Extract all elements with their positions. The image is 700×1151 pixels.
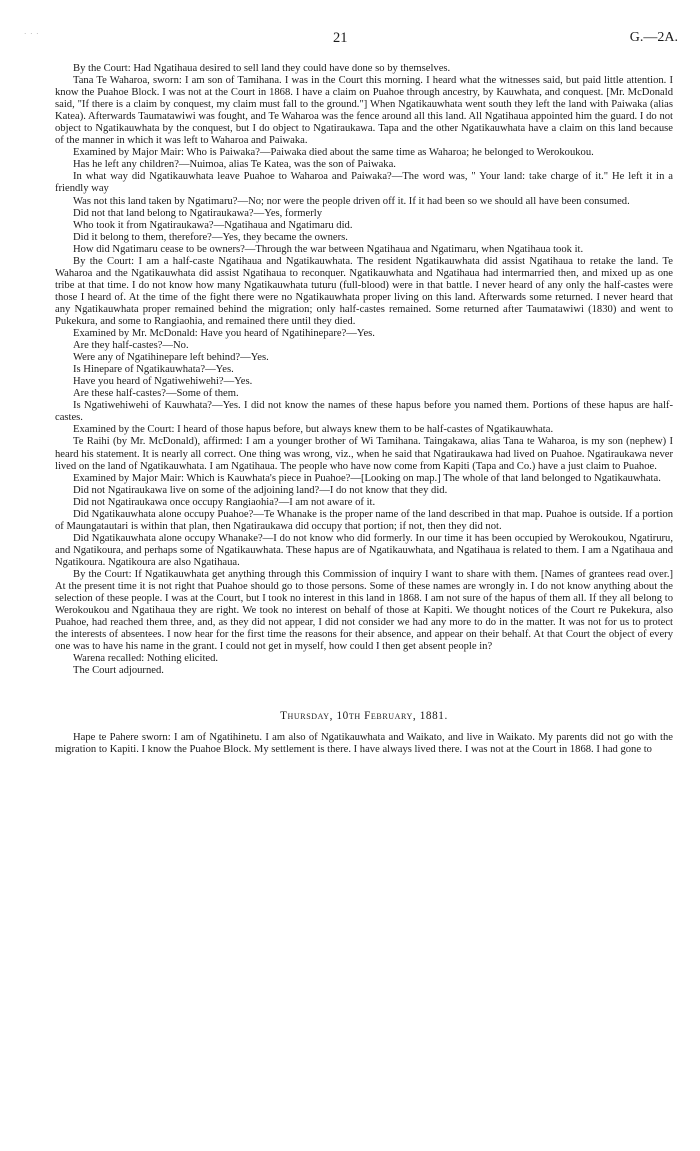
- document-body: [55, 63, 673, 757]
- paragraph: Examined by Major Mair: Who is Paiwaka?—Paiwaka died about the same time as Waharoa; he belonged to Werokoukou.: [73, 147, 594, 159]
- paragraph: Did not Ngatiraukawa live on some of the adjoining land?—I do not know that they did.: [73, 484, 448, 496]
- paragraph: Did not Ngatiraukawa once occupy Rangiaohia?—I am not aware of it.: [73, 496, 376, 508]
- section-heading: Thursday, 10th February, 1881.: [280, 710, 448, 723]
- document-reference: G.—2A.: [629, 30, 678, 45]
- paragraph: By the Court: Had Ngatihaua desired to sell land they could have done so by themselves.: [73, 63, 451, 74]
- paragraph: Are they half-castes?—No.: [73, 340, 189, 352]
- paragraph: Te Raihi (by Mr. McDonald), affirmed: I am a younger brother of Wi Tamihana. Taingakawa, alias Tana te Waharoa, is my son (nephew) I heard his statement. It is nearly all correct. One thing was wrong, viz., when he said that Ngatiraukawa had lived on Puahoe. Ngatiraukawa never lived on the land of Ngatikauwhata. I am Ngatihaua. The people who have now come from Kapiti (Tapa and Co.) have a just claim to Puahoe.: [55, 436, 673, 472]
- paragraph: Are these half-castes?—Some of them.: [73, 388, 239, 400]
- paragraph: Did Ngatikauwhata alone occupy Whanake?—I do not know who did formerly. In our time it has been occupied by Werokoukou, Ngatiruru, and Ngatikoura, and perhaps some of Ngatikauwhata. These hapus are of Ngatikauwhata, and Ngatihaua is related to them. I am a Ngatihaua and Ngatikoura. Ngatikoura are also Ngatihaua.: [55, 532, 673, 568]
- paragraph: By the Court: I am a half-caste Ngatihaua and Ngatikauwhata. The resident Ngatikauwhata did assist Ngatihaua to retake the land. Te Waharoa and the Ngatikauwhata did assist Ngatihaua to reconquer. Ngatikauwhata and Ngatihaua had intermarried then, and mixed up as one tribe at that time. I do not know how many Ngatikauwhata tuturu (full-blood) were in that battle. I never heard of any only the half-castes were those I heard of. At the time of the fight there were no Ngatikauwhata proper living on this land. Afterwards some returned. I never heard that any Ngatikauwhata proper remained behind the migration; only half-castes remained. Some returned after Taumatawiwi (1830) and went to Pukekura, and some to Rangiaohia, and remained there until they died.: [55, 255, 673, 327]
- page-number: 21: [333, 30, 348, 46]
- paragraph: Was not this land taken by Ngatimaru?—No; nor were the people driven off it. If it had been so we should all have been consumed.: [73, 195, 630, 207]
- paragraph: The Court adjourned.: [73, 665, 164, 677]
- paragraph: Hape te Pahere sworn: I am of Ngatihinetu. I am also of Ngatikauwhata and Waikato, and live in Waikato. My parents did not go with the migration to Kapiti. I know the Puahoe Block. My settlement is there. I have always lived there. I was not at the Court in 1868. I had gone to: [55, 732, 673, 756]
- paragraph: Examined by Mr. McDonald: Have you heard of Ngatihinepare?—Yes.: [73, 328, 375, 340]
- paragraph: Did it belong to them, therefore?—Yes, they became the owners.: [73, 231, 348, 243]
- corner-mark: · · ·: [24, 30, 40, 38]
- paragraph: Who took it from Ngatiraukawa?—Ngatihaua and Ngatimaru did.: [73, 219, 353, 231]
- paragraph: Did Ngatikauwhata alone occupy Puahoe?—Te Whanake is the proper name of the land described in that map. Puahoe is outside. If a portion of Maungatautari is within that plan, then Ngatiraukawa did occupy that portion; if not, then they did not.: [55, 508, 673, 532]
- paragraph: By the Court: If Ngatikauwhata get anything through this Commission of inquiry I want to share with them. [Names of grantees read over.] At the present time it is not right that Puahoe should go to those persons. Some of these names are wrongly in. I do not know anything about the selection of these people. I was at the Court, but I took no interest in this land in 1868. I am not sure of the hapus of them all. If they all belong to Werokoukou and Ngatihaua they are right. We took no interest on behalf of those at Kapiti. We thought notices of the Court re Pukekura, also Puahoe, had reached them three, and, as they did not appear, I did not consider we had any more to do in the matter. It was not for us to protect the interests of absentees. I now hear for the first time the reasons for their absence, and appear on their behalf. At that Court the object of every one was to have his name in the grant. I could not get in myself, how could I then get absent people in?: [55, 568, 673, 653]
- paragraph: Were any of Ngatihinepare left behind?—Yes.: [73, 352, 269, 364]
- paragraph: Has he left any children?—Nuimoa, alias Te Katea, was the son of Paiwaka.: [73, 159, 396, 171]
- paragraph: Is Ngatiwehiwehi of Kauwhata?—Yes. I did not know the names of these hapus before you named them. Portions of these hapus are half-castes.: [55, 400, 673, 424]
- paragraph: How did Ngatimaru cease to be owners?—Through the war between Ngatihaua and Ngatimaru, when Ngatihaua took it.: [73, 243, 584, 255]
- paragraph: Tana Te Waharoa, sworn: I am son of Tamihana. I was in the Court this morning. I heard what the witnesses said, but paid little attention. I know the Puahoe Block. I was not at the Court in 1868. I have a claim on Puahoe through ancestry, by Kauwhata, and conquest. [Mr. McDonald said, "If there is a claim by conquest, my claim must fall to the ground."] When Ngatikauwhata went south they left the land with Paiwaka (alias Katea). Afterwards Taumatawiwi was fought, and Te Waharoa was the fence around all this land. All Ngatihaua appointed him the guard. I do not object to Ngatikauwhata by the conquest, but I do object to Ngatiraukawa. Tapa and the other Ngatikauwhata have a claim on this land because of the manner in which it was left to Waharoa and Paiwaka.: [55, 75, 673, 147]
- paragraph: Did not that land belong to Ngatiraukawa?—Yes, formerly: [73, 207, 322, 219]
- paragraph: In what way did Ngatikauwhata leave Puahoe to Waharoa and Paiwaka?—The word was, " Your land: take charge of it." He left it in a friendly way: [55, 171, 673, 195]
- paragraph: Is Hinepare of Ngatikauwhata?—Yes.: [73, 364, 234, 376]
- paragraph: Warena recalled: Nothing elicited.: [73, 653, 219, 665]
- paragraph: Examined by the Court: I heard of those hapus before, but always knew them to be half-castes of Ngatikauwhata.: [73, 424, 554, 436]
- paragraph: Have you heard of Ngatiwehiwehi?—Yes.: [73, 376, 253, 388]
- paragraph: Examined by Major Mair: Which is Kauwhata's piece in Puahoe?—[Looking on map.] The whole of that land belonged to Ngatikauwhata.: [73, 472, 661, 484]
